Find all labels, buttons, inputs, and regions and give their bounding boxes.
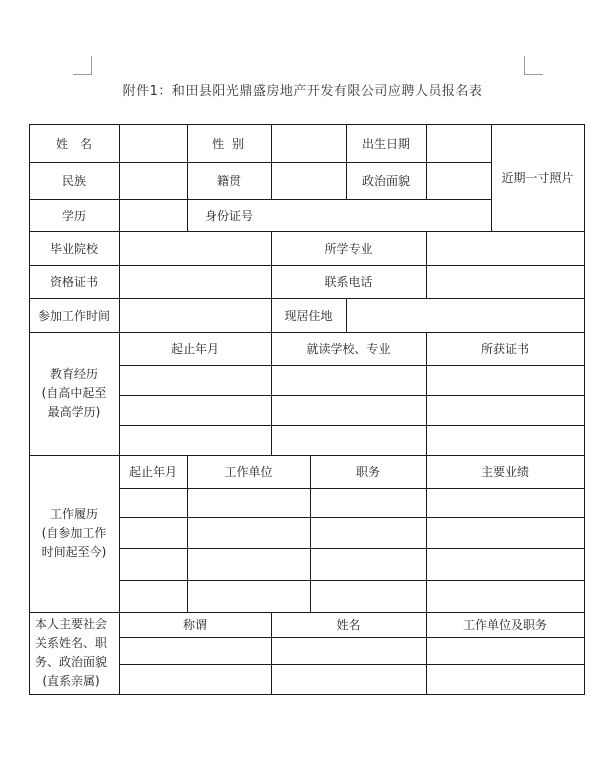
label-family-relations: 本人主要社会 关系姓名、职 务、政治面貌 (直系亲属) (35, 617, 108, 688)
row-line (119, 548, 585, 549)
label-address: 现居住地 (284, 308, 333, 323)
row-line (119, 488, 585, 489)
work-header-period: 起止年月 (128, 465, 177, 479)
col-line (426, 231, 427, 299)
row-line (119, 365, 585, 366)
label-phone: 联系电话 (324, 275, 373, 289)
photo-placeholder: 近期一寸照片 (501, 171, 574, 185)
row-line (119, 425, 585, 426)
label-work-history: 工作履历 (自参加工作 时间起至今) (41, 507, 107, 559)
margin-corner-top-right (524, 56, 543, 75)
label-name: 姓 名 (55, 136, 92, 151)
family-header-employer-position: 工作单位及职务 (462, 618, 547, 632)
row-line (119, 580, 585, 581)
label-major: 所学专业 (324, 241, 373, 256)
label-certificate: 资格证书 (49, 275, 98, 289)
row-line (119, 395, 585, 396)
label-political-status: 政治面貌 (361, 174, 410, 188)
label-id-number: 身份证号 (204, 208, 253, 223)
label-gender: 性 别 (212, 136, 246, 151)
table-border-bottom (29, 694, 585, 695)
row-line (119, 517, 585, 518)
family-header-relation: 称谓 (182, 618, 207, 632)
col-line (119, 332, 120, 695)
label-birth-date: 出生日期 (361, 136, 410, 151)
edu-header-period: 起止年月 (170, 342, 219, 356)
row-line (119, 664, 585, 665)
label-native-place: 籍贯 (216, 174, 241, 188)
family-header-name: 姓名 (336, 618, 361, 632)
row-line (119, 637, 585, 638)
edu-header-school-major: 就读学校、专业 (306, 342, 391, 356)
work-header-employer: 工作单位 (224, 465, 273, 479)
col-line (119, 124, 120, 232)
form-title: 附件1：和田县阳光鼎盛房地产开发有限公司应聘人员报名表 (122, 84, 483, 99)
label-education: 学历 (61, 208, 86, 223)
col-line (271, 124, 272, 199)
margin-corner-top-left (73, 56, 92, 75)
table-border-right (584, 124, 585, 695)
label-school: 毕业院校 (49, 241, 98, 256)
label-education-history: 教育经历 (自高中起至 最高学历) (41, 367, 107, 419)
work-header-achievements: 主要业绩 (480, 465, 529, 479)
col-line (119, 231, 120, 332)
col-line (426, 124, 427, 199)
label-work-start: 参加工作时间 (37, 308, 110, 323)
label-ethnicity: 民族 (61, 174, 86, 188)
work-header-position: 职务 (355, 465, 380, 479)
edu-header-certificates: 所获证书 (480, 342, 529, 356)
col-line (346, 298, 347, 332)
